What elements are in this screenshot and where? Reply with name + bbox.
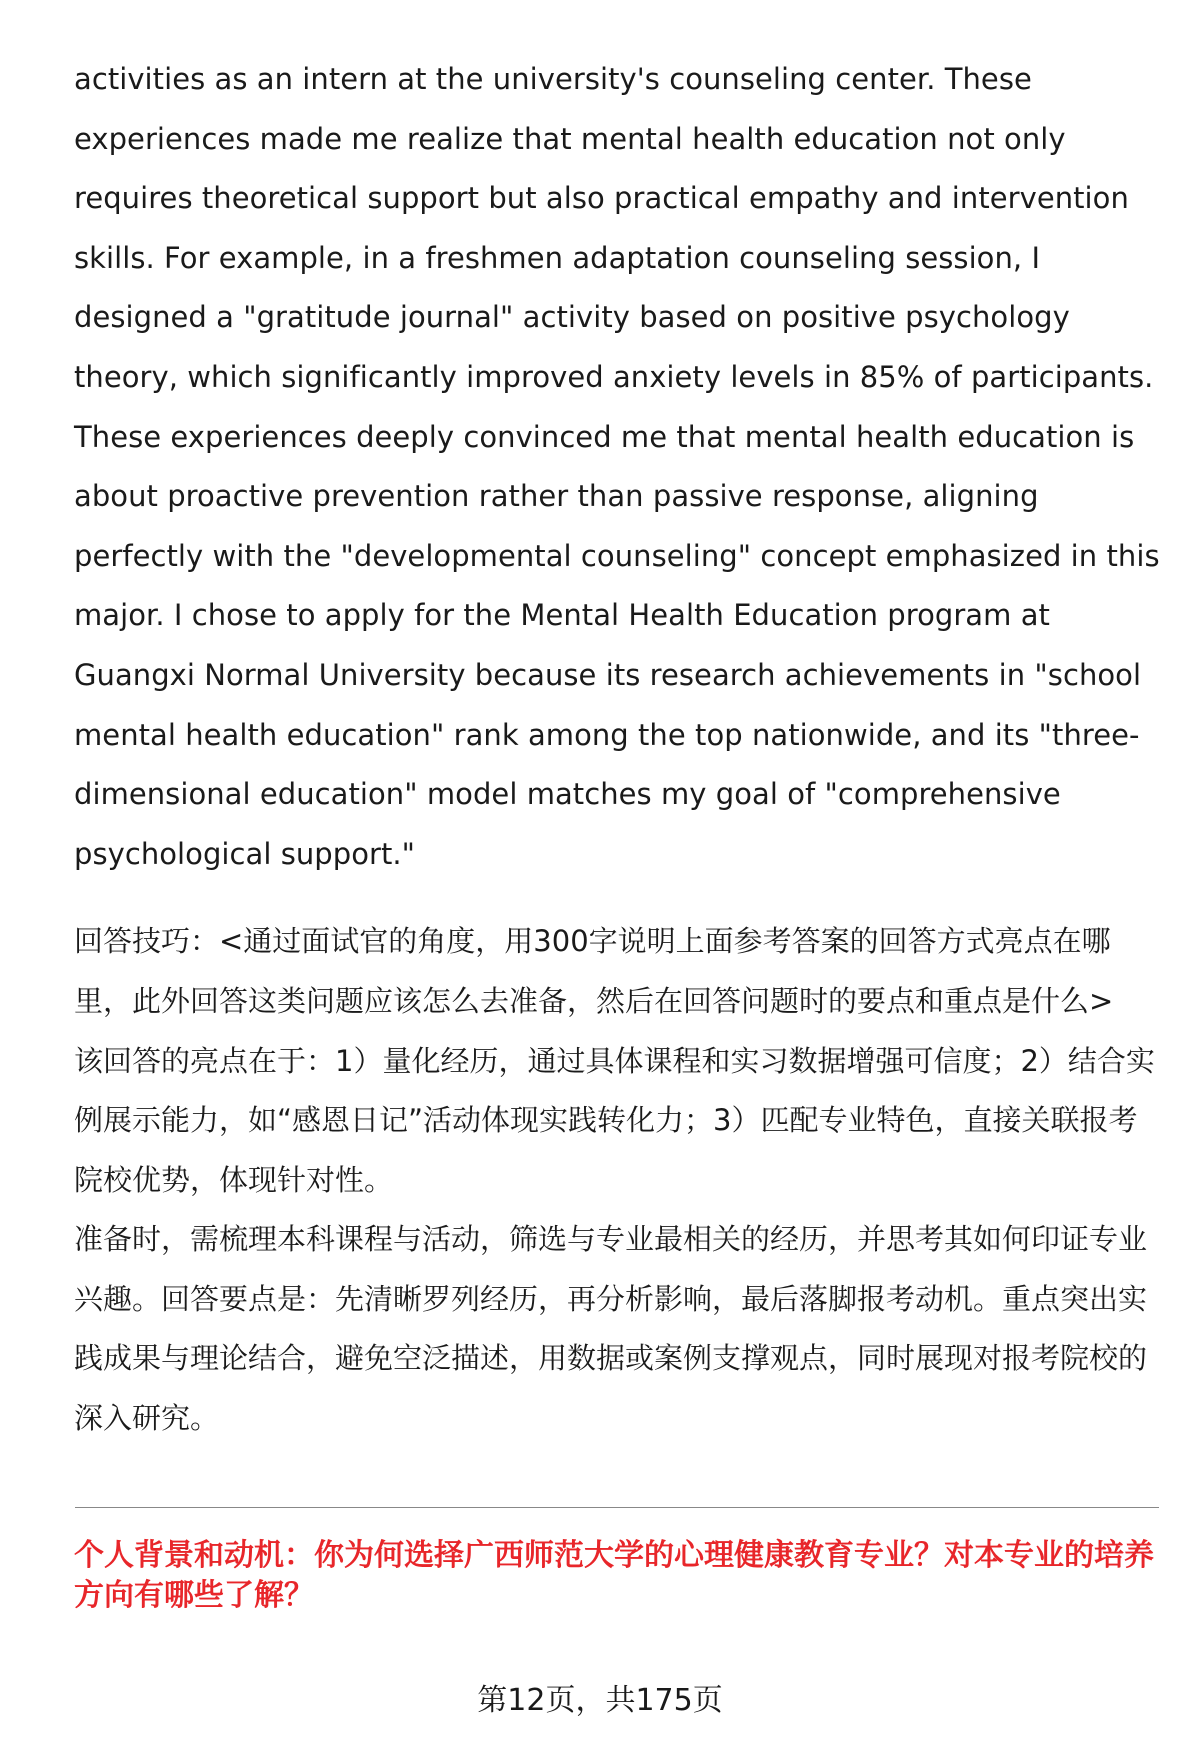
page-number: 第12页，共175页 — [477, 1683, 723, 1718]
answer-tips-section — [74, 912, 1160, 1448]
english-answer-paragraph: activities as an intern at the university's counseling center. These experiences made me realize that mental health education not only requires theoretical support but also practical empathy and intervention skills. For example, in a freshmen adaptation counseling session, I designed a "gratitude journal" activity based on positive psychology theory, which significantly improved anxiety levels in 85% of participants. These experiences deeply convinced me that mental health education is about proactive prevention rather than passive response, aligning perfectly with the "developmental counseling" concept emphasized in this major. I chose to apply for the Mental Health Education program at Guangxi Normal University because its research achievements in "school mental health education" rank among the top nationwide, and its "three-dimensional education" model matches my goal of "comprehensive psychological support." — [74, 62, 1160, 871]
tips-heading: 回答技巧：<通过面试官的角度，用300字说明上面参考答案的回答方式亮点在哪里，此外回答这类问题应该怎么去准备，然后在回答问题时的要点和重点是什么> — [74, 924, 1114, 1018]
document-page — [74, 50, 1160, 1616]
section-divider — [75, 1507, 1159, 1508]
next-question-heading: 个人背景和动机：你为何选择广西师范大学的心理健康教育专业？对本专业的培养方向有哪些了解？ — [74, 1537, 1154, 1613]
tips-preparation-paragraph: 准备时，需梳理本科课程与活动，筛选与专业最相关的经历，并思考其如何印证专业兴趣。回答要点是：先清晰罗列经历，再分析影响，最后落脚报考动机。重点突出实践成果与理论结合，避免空泛描述，用数据或案例支撑观点，同时展现对报考院校的深入研究。 — [74, 1222, 1148, 1436]
tips-highlights-paragraph: 该回答的亮点在于：1）量化经历，通过具体课程和实习数据增强可信度；2）结合实例展示能力，如“感恩日记”活动体现实践转化力；3）匹配专业特色，直接关联报考院校优势，体现针对性。 — [74, 1043, 1155, 1197]
